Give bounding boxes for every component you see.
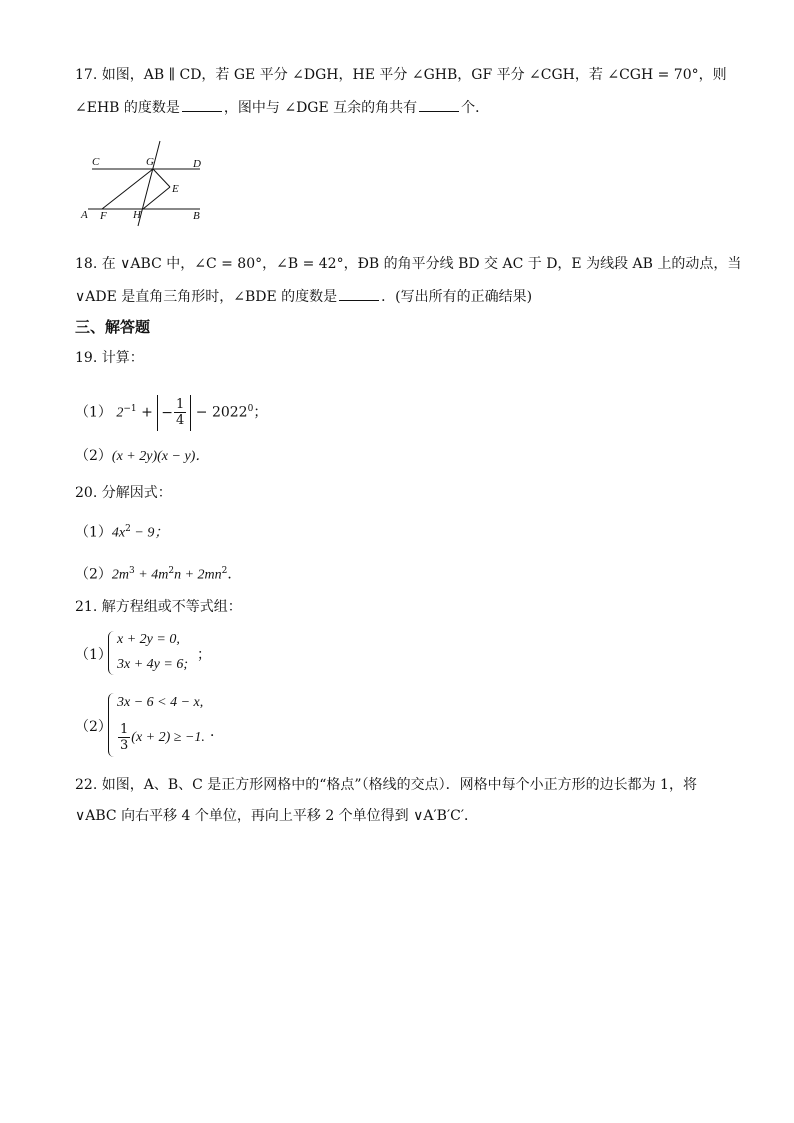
q19-title: 19. 计算： (75, 350, 144, 366)
q19-p1-zero: 0 (247, 404, 254, 414)
label-c: C (92, 156, 100, 168)
q21-title: 21. 解方程组或不等式组： (75, 599, 242, 615)
q17-line1: 17. 如图，AB ∥ CD，若 GE 平分 ∠DGH，HE 平分 ∠GHB，GF 平分 ∠CGH，若 ∠CGH = 70°，则 (75, 67, 727, 83)
q21-p2-brace (108, 693, 114, 757)
q17-text-a: ∠EHB 的度数是 (75, 100, 180, 116)
label-a: A (81, 209, 88, 221)
q22-line1: 22. 如图，A、B、C 是正方形网格中的“格点”（格线的交点）．网格中每个小正方形的边长都为 1，将 (75, 777, 697, 793)
q20-part2 (75, 561, 241, 586)
q21-p2-ineq2 (117, 720, 205, 755)
label-f: F (100, 210, 107, 222)
q19-frac-num: 1 (176, 397, 185, 413)
q20-p2-e3: 2 (221, 566, 228, 576)
transversal-gh (138, 141, 160, 226)
q19-p1-base: 2 (116, 405, 124, 421)
q21-p1-end: ； (197, 647, 211, 663)
q17-blank-1 (182, 97, 222, 112)
q18-text-a: ∨ADE 是直角三角形时，∠BDE 的度数是 (75, 289, 338, 305)
q21-p1-eq1: x + 2y = 0, (117, 632, 180, 647)
q21-p1-brace (108, 631, 114, 675)
q18-line2 (75, 286, 532, 307)
q17-text-b: ，图中与 ∠DGE 互余的角共有 (223, 100, 418, 116)
q18-blank (339, 286, 379, 301)
q20-p1-sq: 2 (125, 524, 131, 534)
q21-frac-num: 1 (120, 721, 129, 737)
q20-p1-label: （1） (75, 524, 112, 541)
q20-p2-e1: 3 (129, 566, 135, 576)
q19-p1-label: （1） (75, 404, 112, 421)
q17-line2 (75, 97, 489, 118)
q19-p1-exp: −1 (123, 404, 137, 414)
q20-p2-d: ． (227, 566, 242, 583)
q17-blank-2 (419, 97, 459, 112)
q21-frac-den: 3 (120, 737, 129, 753)
q22-line2: ∨ABC 向右平移 4 个单位，再向上平移 2 个单位得到 ∨A′B′C′． (75, 808, 479, 824)
label-e: E (172, 183, 179, 195)
q20-p2-b: + 4m (134, 567, 169, 583)
q19-p1-end: ； (253, 404, 268, 421)
q21-p2-end: ． (210, 724, 224, 740)
q19-abs-minus: − (161, 404, 174, 421)
q17-text-c: 个． (461, 100, 490, 116)
label-b: B (193, 210, 200, 222)
q19-p2-label: （2） (75, 448, 112, 464)
q19-p2-expr: (x + 2y)(x − y)． (111, 449, 210, 464)
q17-figure (78, 138, 208, 228)
q20-p1-a: 4x (111, 525, 126, 541)
q18-line1: 18. 在 ∨ABC 中，∠C = 80°，∠B = 42°，ÐB 的角平分线 BD 交 AC 于 D，E 为线段 AB 上的动点，当 (75, 256, 742, 272)
segment-gf (102, 169, 153, 209)
q19-p1-plus: + (141, 404, 153, 421)
q21-p2-ineq2-tail: (x + 2) ≥ −1. (131, 730, 205, 745)
label-h: H (133, 209, 141, 221)
q21-p2-label: （2） (75, 719, 112, 735)
q20-part1 (75, 519, 168, 544)
q21-p2-ineq1: 3x − 6 < 4 − x, (117, 695, 204, 710)
q18-text-b: ．(写出所有的正确结果) (381, 289, 533, 305)
label-d: D (193, 158, 201, 170)
segment-ge (153, 169, 170, 187)
q21-fraction (118, 722, 130, 753)
label-g: G (146, 156, 154, 168)
section-title: 三、解答题 (75, 318, 151, 336)
q20-p2-a: 2m (111, 567, 130, 583)
q19-part2 (75, 446, 209, 467)
q19-fraction (174, 397, 186, 428)
q20-p2-c: n + 2mn (174, 567, 222, 583)
q20-p2-e2: 2 (168, 566, 175, 576)
q21-p1-eq2: 3x + 4y = 6; (117, 657, 188, 672)
q20-p1-b: − 9； (130, 525, 169, 541)
q21-p1-label: （1） (75, 647, 112, 663)
q19-part1 (75, 391, 267, 432)
q20-p2-label: （2） (75, 566, 112, 583)
q19-frac-den: 4 (176, 413, 185, 429)
q20-title: 20. 分解因式： (75, 485, 172, 501)
q19-abs-value (157, 395, 191, 431)
q19-p1-tail: − 2022 (195, 404, 248, 421)
